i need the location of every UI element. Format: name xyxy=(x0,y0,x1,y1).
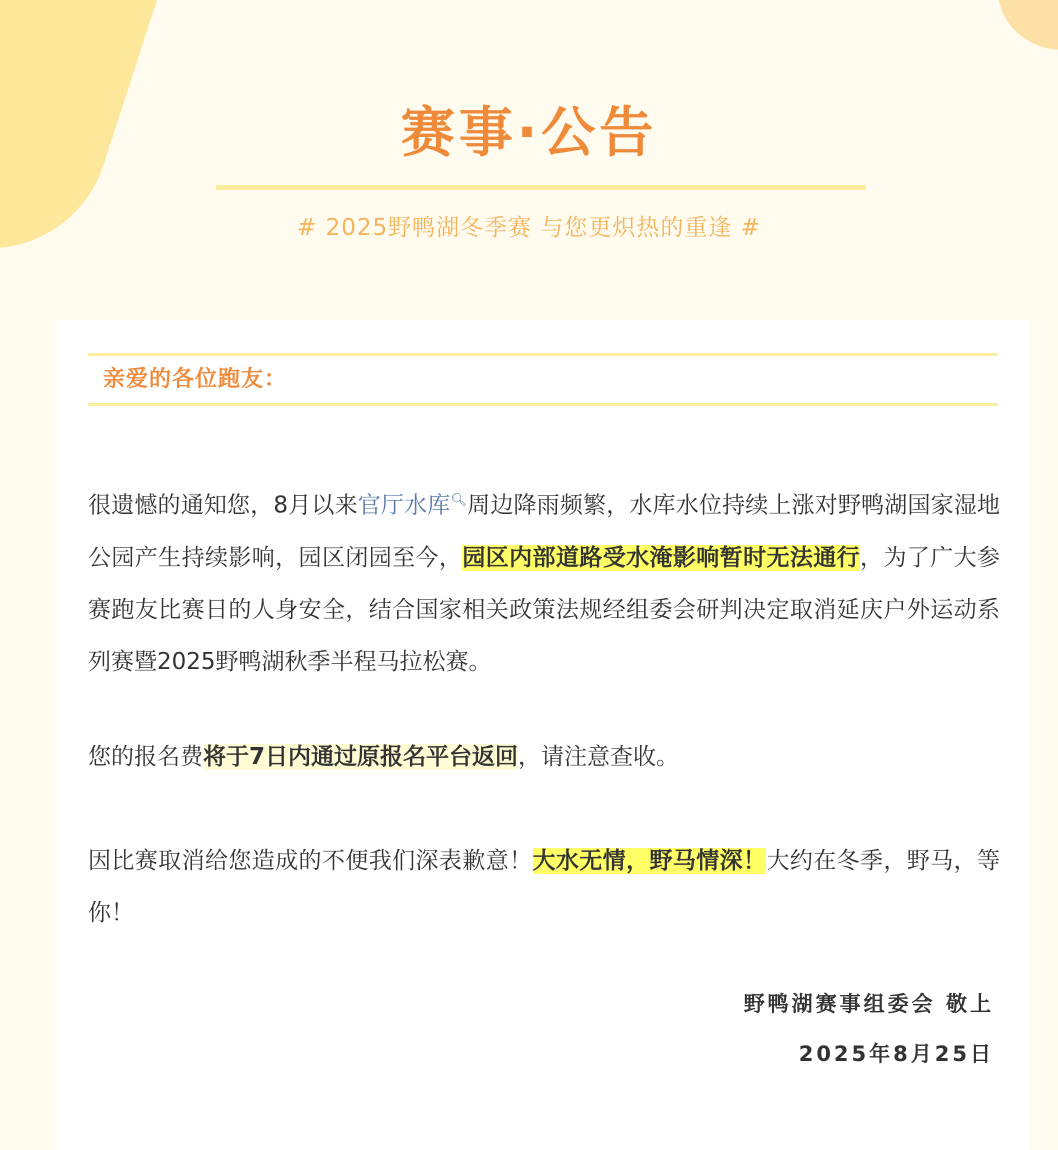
paragraph-text: 您的报名费 xyxy=(88,744,203,770)
signature-date: 2025年8月25日 xyxy=(798,1042,994,1066)
paragraph-text: ，为了广大参赛跑友比赛日的人身安全，结合国家相关政策法规经组委会研判决定取消延庆户外运动系列赛暨2025野鸭湖秋季半程马拉松赛。 xyxy=(88,544,1001,675)
title-divider xyxy=(216,185,866,190)
reservoir-link[interactable]: 官厅水库 xyxy=(357,492,451,519)
paragraph-text: 大约在冬季，野马，等你！ xyxy=(88,848,1001,926)
greeting: 亲爱的各位跑友： xyxy=(103,367,288,392)
paragraph-notice xyxy=(88,475,1000,688)
paragraph-text: 因比赛取消给您造成的不便我们深表歉意！ xyxy=(88,848,533,874)
paragraph-text: 很遗憾的通知您，8月以来 xyxy=(88,492,358,519)
signature-org: 野鸭湖赛事组委会 敬上 xyxy=(743,992,994,1016)
notice-card xyxy=(56,320,1030,1150)
greeting-bottom-rule xyxy=(88,403,998,406)
page-subtitle: # 2025野鸭湖冬季赛 与您更炽热的重逢 # xyxy=(296,215,761,241)
page-title: 赛事·公告 xyxy=(400,101,658,164)
highlight-refund: 将于7日内通过原报名平台返回 xyxy=(203,744,519,770)
highlight-slogan: 大水无情，野马情深！ xyxy=(532,848,767,874)
paragraph-apology xyxy=(88,835,1000,939)
paragraph-text: 周边降雨频繁，水库水位持续上涨对野鸭湖国家湿地公园产生持续影响，园区闭园至今， xyxy=(88,492,1001,571)
highlight-road-closed: 园区内部道路受水淹影响暂时无法通行 xyxy=(462,544,861,571)
decorative-blob-right xyxy=(998,0,1058,50)
greeting-top-rule xyxy=(88,353,998,356)
search-icon[interactable]: 🔍︎ xyxy=(450,493,468,508)
paragraph-text: ，请注意查收。 xyxy=(518,744,680,770)
paragraph-refund xyxy=(88,731,1000,783)
